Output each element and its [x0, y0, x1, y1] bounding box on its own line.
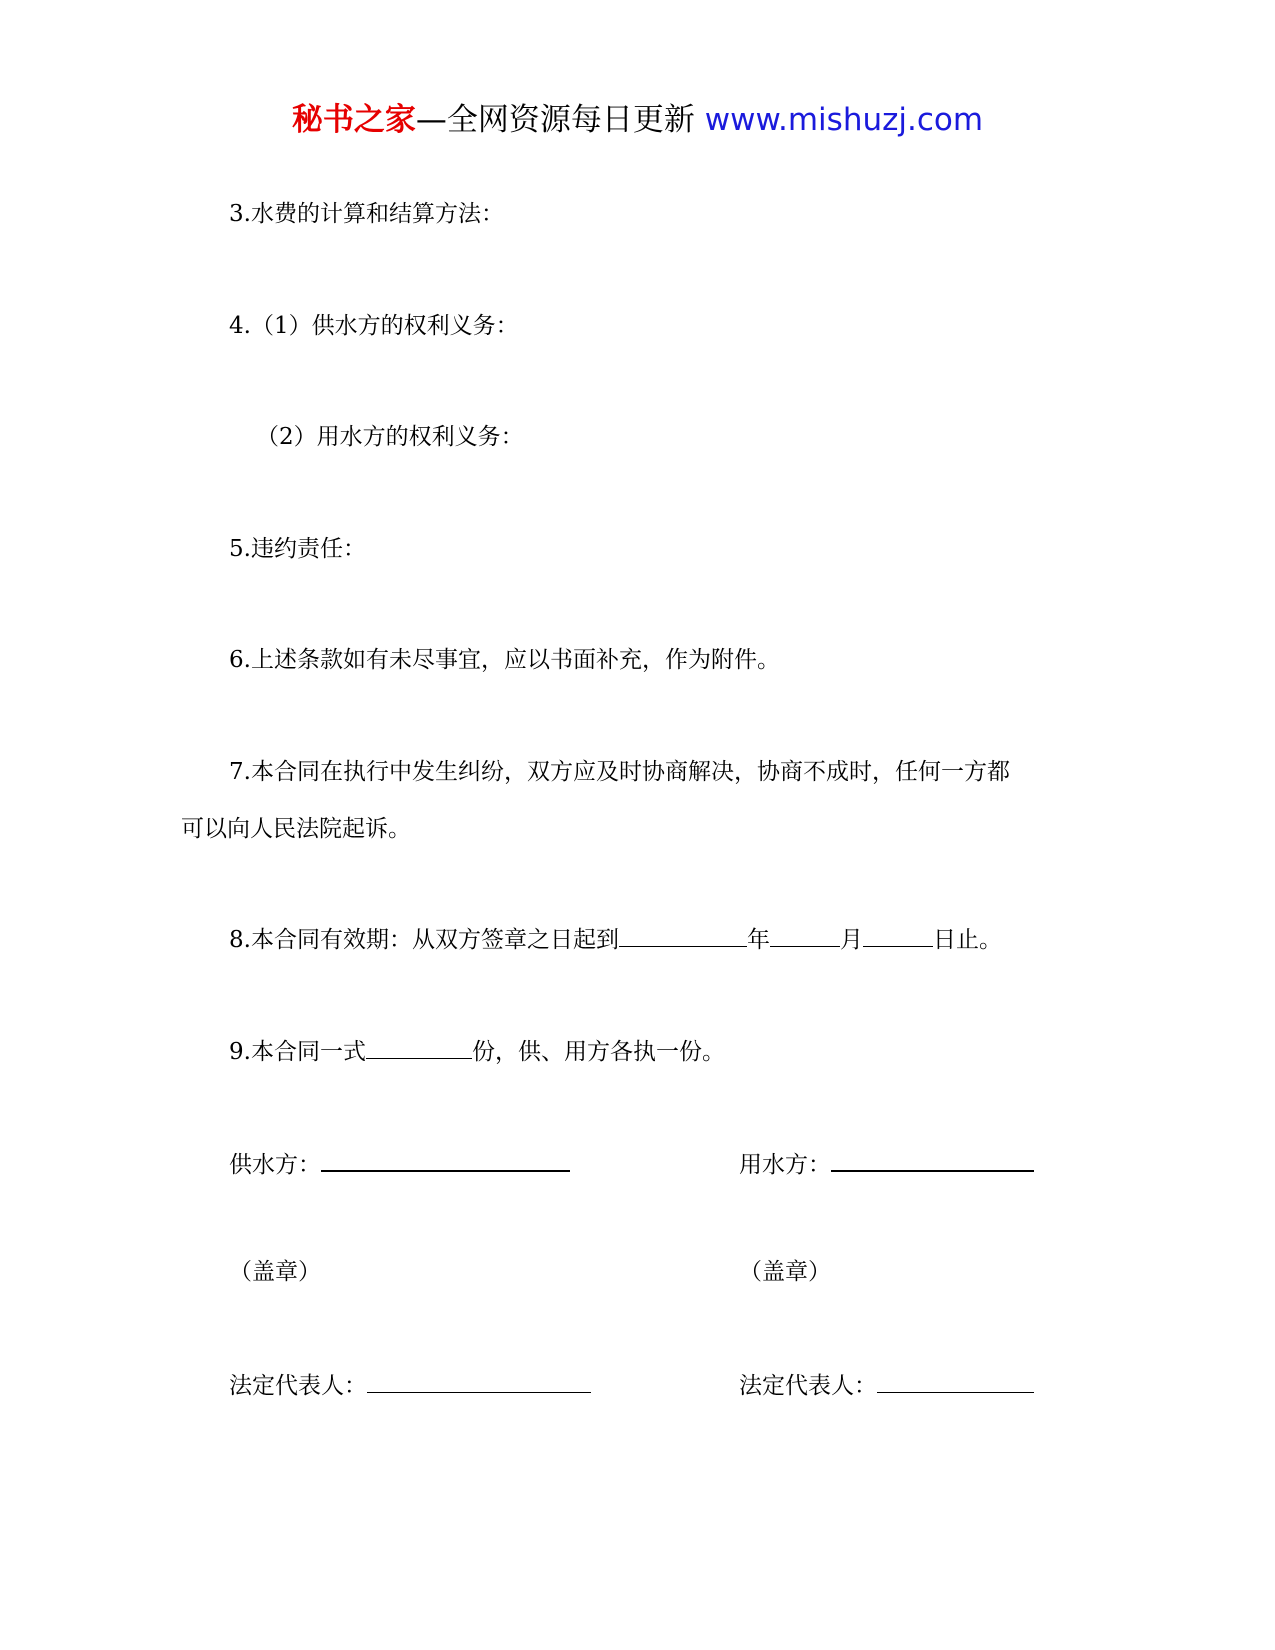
- month-blank[interactable]: [770, 924, 840, 947]
- clause-8-month: 月: [839, 927, 863, 953]
- user-name-line[interactable]: [831, 1148, 1034, 1172]
- user-label: 用水方：: [739, 1152, 831, 1178]
- supplier-name-line[interactable]: [321, 1148, 570, 1172]
- clause-8-suffix: 日止。: [932, 927, 1002, 953]
- website-link[interactable]: www.mishuzj.com: [704, 102, 984, 138]
- clause-8-year: 年: [746, 927, 770, 953]
- clause-3: 3.水费的计算和结算方法：: [229, 201, 504, 227]
- clause-4-2: （2）用水方的权利义务：: [256, 424, 524, 450]
- clause-6: 6.上述条款如有未尽事宜，应以书面补充，作为附件。: [229, 647, 780, 673]
- clause-9: [229, 1036, 725, 1067]
- legal-rep-left-line[interactable]: [367, 1370, 591, 1393]
- clause-8: [229, 924, 1002, 955]
- clause-7-line2: 可以向人民法院起诉。: [181, 816, 411, 842]
- clause-7-line1: 7.本合同在执行中发生纠纷，双方应及时协商解决，协商不成时，任何一方都: [229, 759, 1010, 785]
- supplier-label: 供水方：: [229, 1152, 321, 1178]
- user-signature: [739, 1148, 1034, 1180]
- clause-8-prefix: 8.本合同有效期：从双方签章之日起到: [229, 927, 619, 953]
- legal-rep-left-label: 法定代表人：: [229, 1373, 367, 1399]
- year-blank[interactable]: [619, 924, 747, 947]
- clause-4-1: 4.（1）供水方的权利义务：: [229, 313, 519, 339]
- header-slogan: —全网资源每日更新: [415, 102, 695, 138]
- legal-rep-right-line[interactable]: [877, 1370, 1034, 1393]
- clause-9-prefix: 9.本合同一式: [229, 1039, 366, 1065]
- legal-rep-right: [739, 1370, 1034, 1401]
- legal-rep-left: [229, 1370, 591, 1401]
- legal-rep-right-label: 法定代表人：: [739, 1373, 877, 1399]
- clause-9-suffix: 份，供、用方各执一份。: [471, 1039, 725, 1065]
- day-blank[interactable]: [863, 924, 933, 947]
- seal-left: （盖章）: [229, 1259, 321, 1285]
- supplier-signature: [229, 1148, 570, 1180]
- brand-name: 秘书之家: [291, 102, 416, 138]
- seal-right: （盖章）: [739, 1259, 831, 1285]
- copies-blank[interactable]: [366, 1036, 472, 1059]
- page-header: [0, 100, 1275, 140]
- clause-5: 5.违约责任：: [229, 536, 366, 562]
